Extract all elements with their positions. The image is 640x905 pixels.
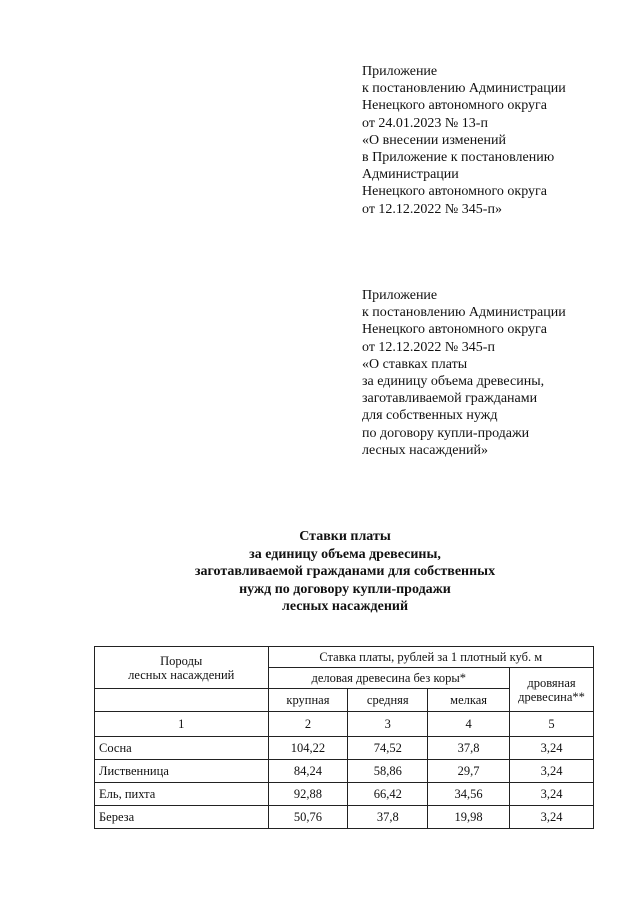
appendix-line: «О ставках платы <box>362 356 468 372</box>
appendix-line: от 12.12.2022 № 345-п» <box>362 201 502 217</box>
species-cell: Береза <box>95 806 269 829</box>
title-line: за единицу объема древесины, <box>249 546 441 562</box>
fuel-header-line2: древесина** <box>518 689 585 704</box>
appendix-line: за единицу объема древесины, <box>362 374 545 390</box>
small-cell: 19,98 <box>428 806 510 829</box>
appendix-line: Ненецкого автономного округа <box>362 184 547 200</box>
title-line: лесных насаждений <box>281 599 409 614</box>
large-header: крупная <box>268 689 348 712</box>
species-header-cont <box>95 689 269 712</box>
appendix-line: Ненецкого автономного округа <box>362 98 547 114</box>
appendix-block-amendment <box>362 63 632 218</box>
table-row <box>95 737 594 760</box>
fuel-cell: 3,24 <box>510 737 594 760</box>
large-cell: 92,88 <box>268 783 348 806</box>
appendix-line: лесных насаждений» <box>362 442 488 458</box>
title-line: нужд по договору купли-продажи <box>239 581 451 597</box>
species-header <box>95 647 269 689</box>
fuel-header-line1: дровяная <box>527 675 576 690</box>
appendix-line: Администрации <box>362 167 459 183</box>
appendix-line: заготавливаемой гражданами <box>362 391 538 407</box>
rate-header: Ставка платы, рублей за 1 плотный куб. м <box>268 647 593 668</box>
medium-cell: 37,8 <box>348 806 428 829</box>
large-cell: 104,22 <box>268 737 348 760</box>
fuel-cell: 3,24 <box>510 783 594 806</box>
medium-cell: 74,52 <box>348 737 428 760</box>
appendix-line: Приложение <box>362 288 438 303</box>
appendix-line: «О внесении изменений <box>362 132 506 148</box>
medium-header: средняя <box>348 689 428 712</box>
fuel-wood-header <box>510 668 594 712</box>
appendix-line: к постановлению Администрации <box>362 305 566 321</box>
species-cell: Сосна <box>95 737 269 760</box>
col-number: 5 <box>510 712 594 737</box>
small-cell: 37,8 <box>428 737 510 760</box>
small-cell: 34,56 <box>428 783 510 806</box>
appendix-line: от 12.12.2022 № 345-п <box>362 339 495 355</box>
species-cell: Ель, пихта <box>95 783 269 806</box>
fuel-cell: 3,24 <box>510 806 594 829</box>
title-line: заготавливаемой гражданами для собственных <box>194 564 496 579</box>
table-row <box>95 783 594 806</box>
appendix-line: в Приложение к постановлению <box>362 150 555 166</box>
rates-table <box>94 646 594 829</box>
appendix-line: Ненецкого автономного округа <box>362 322 547 338</box>
large-cell: 50,76 <box>268 806 348 829</box>
medium-cell: 66,42 <box>348 783 428 806</box>
fuel-cell: 3,24 <box>510 760 594 783</box>
appendix-line: Приложение <box>362 64 438 79</box>
appendix-line: к постановлению Администрации <box>362 81 566 97</box>
species-header-line2: лесных насаждений <box>128 667 235 682</box>
col-number: 1 <box>95 712 269 737</box>
species-cell: Лиственница <box>95 760 269 783</box>
species-header-line1: Породы <box>160 653 203 668</box>
table-row <box>95 806 594 829</box>
document-title <box>100 528 590 616</box>
appendix-line: от 24.01.2023 № 13-п <box>362 115 488 131</box>
small-header: мелкая <box>428 689 510 712</box>
appendix-block-original <box>362 287 632 459</box>
appendix-line: для собственных нужд <box>362 408 498 424</box>
col-number: 3 <box>348 712 428 737</box>
small-cell: 29,7 <box>428 760 510 783</box>
title-line: Ставки платы <box>299 529 391 544</box>
large-cell: 84,24 <box>268 760 348 783</box>
business-wood-header: деловая древесина без коры* <box>268 668 510 689</box>
column-numbers-row <box>95 712 594 737</box>
col-number: 4 <box>428 712 510 737</box>
col-number: 2 <box>268 712 348 737</box>
medium-cell: 58,86 <box>348 760 428 783</box>
table-row <box>95 760 594 783</box>
appendix-line: по договору купли-продажи <box>362 425 530 441</box>
